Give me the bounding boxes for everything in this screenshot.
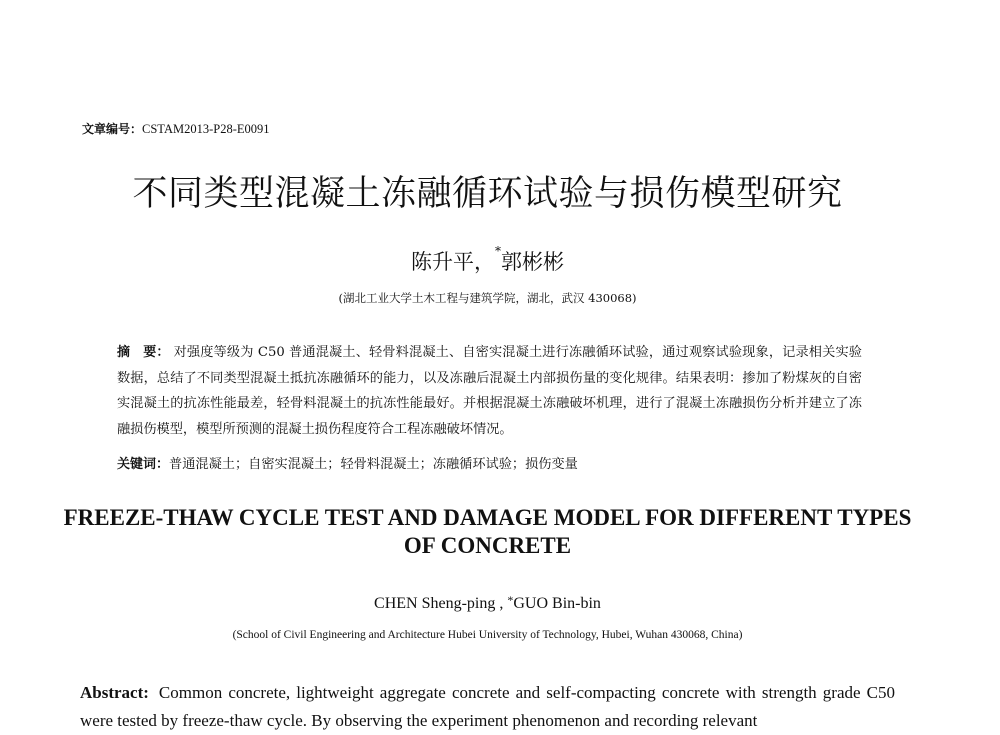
english-authors — [0, 595, 975, 613]
english-abstract-text: Common concrete, lightweight aggregate concrete and self-compacting concrete with strength grade C50 were tested by freeze-thaw cycle. By observing the experiment phenomenon and recording relevant — [80, 683, 895, 730]
chinese-author-second: 郭彬彬 — [501, 250, 564, 274]
english-affiliation: (School of Civil Engineering and Architecture Hubei University of Technology, Hubei, Wuhan 430068, China) — [232, 629, 743, 641]
english-author-second: GUO Bin-bin — [513, 595, 601, 612]
article-number-label: 文章编号： — [82, 122, 143, 136]
english-corresponding-author-mark: * — [507, 593, 514, 607]
chinese-abstract-label: 摘 要： — [117, 345, 170, 360]
chinese-affiliation: (湖北工业大学土木工程与建筑学院，湖北，武汉 430068) — [338, 291, 637, 305]
english-abstract-label: Abstract: — [80, 683, 149, 702]
english-author-first: CHEN Sheng-ping , — [374, 595, 508, 612]
corresponding-author-mark: * — [495, 244, 501, 258]
article-number-value: CSTAM2013-P28-E0091 — [142, 122, 270, 136]
chinese-authors — [0, 246, 975, 276]
chinese-abstract-text: 对强度等级为 C50 普通混凝土、轻骨料混凝土、自密实混凝土进行冻融循环试验，通过观察试验现象，记录相关实验数据，总结了不同类型混凝土抵抗冻融循环的能力，以及冻融后混凝土内部损伤量的变化规律。结果表明：掺加了粉煤灰的自密实混凝土的抗冻性能最差，轻骨料混凝土的抗冻性能最好。并根据混凝土冻融破坏机理，进行了混凝土冻融损伤分析并建立了冻融损伤模型，模型所预测的混凝土损伤程度符合工程冻融破坏情况。 — [117, 345, 862, 437]
chinese-keywords-text: 普通混凝土；自密实混凝土；轻骨料混凝土；冻融循环试验；损伤变量 — [169, 457, 578, 472]
chinese-author-first: 陈升平， — [411, 250, 495, 274]
article-number — [82, 120, 270, 137]
chinese-abstract — [117, 340, 862, 442]
english-abstract — [80, 679, 895, 735]
chinese-keywords — [117, 453, 862, 472]
english-title: FREEZE-THAW CYCLE TEST AND DAMAGE MODEL FOR DIFFERENT TYPES OF CONCRETE — [63, 505, 912, 558]
chinese-keywords-label: 关键词： — [117, 457, 170, 472]
chinese-title: 不同类型混凝土冻融循环试验与损伤模型研究 — [132, 174, 843, 214]
